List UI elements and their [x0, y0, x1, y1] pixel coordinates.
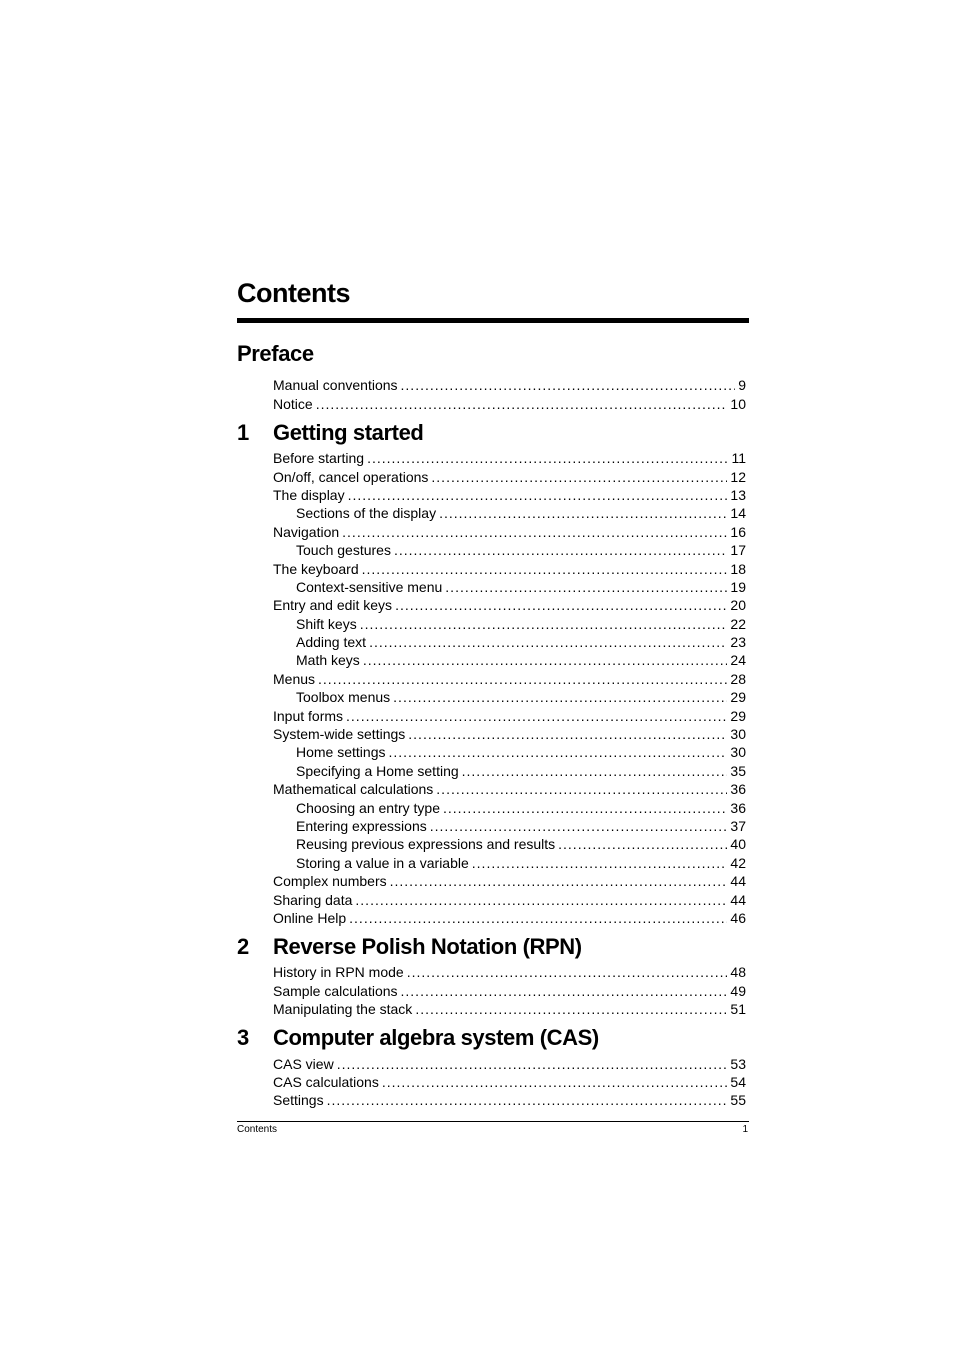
toc-entry-page: 17: [730, 542, 746, 559]
toc-entry-page: 35: [730, 762, 746, 779]
toc-entry-page: 12: [730, 468, 746, 485]
footer-label: Contents: [237, 1124, 278, 1135]
toc-entry-page: 19: [730, 578, 746, 595]
toc-entry-page: 46: [730, 909, 746, 926]
toc-entry[interactable]: [273, 890, 746, 908]
toc-entry-label: Adding text: [296, 634, 367, 651]
dot-leader: [318, 671, 727, 688]
dot-leader: [348, 487, 728, 504]
toc-entry-page: 44: [730, 873, 746, 890]
section-number: 3: [237, 1025, 249, 1051]
toc-entry-label: Toolbox menus: [296, 689, 391, 706]
footer-page-number: 1: [742, 1124, 748, 1135]
toc-entry[interactable]: [273, 853, 746, 871]
toc-entry-label: System-wide settings: [273, 726, 406, 743]
dot-leader: [316, 396, 728, 413]
page-title: Contents: [237, 278, 350, 308]
dot-leader: [430, 818, 728, 835]
toc-entry[interactable]: [273, 981, 746, 999]
section-title: Computer algebra system (CAS): [273, 1025, 599, 1051]
toc-entry-label: Complex numbers: [273, 873, 387, 890]
dot-leader: [362, 561, 728, 578]
toc-entry-label: The display: [273, 486, 345, 503]
toc-entry[interactable]: [273, 596, 746, 614]
toc-entry-page: 49: [730, 982, 746, 999]
toc-entry-page: 24: [730, 652, 746, 669]
toc-entry-page: 29: [730, 707, 746, 724]
dot-leader: [443, 800, 727, 817]
toc-entry-page: 51: [730, 1001, 746, 1018]
section-heading: [237, 931, 749, 963]
toc-entry[interactable]: [273, 761, 746, 779]
section-number: 1: [237, 419, 249, 445]
toc-entry[interactable]: [273, 743, 746, 761]
dot-leader: [431, 469, 727, 486]
dot-leader: [382, 1074, 728, 1091]
title-rule: [237, 318, 749, 323]
dot-leader: [363, 652, 728, 669]
toc-entry-label: Shift keys: [296, 615, 357, 632]
toc-entry-page: 20: [730, 597, 746, 614]
toc-entry-page: 23: [730, 634, 746, 651]
dot-leader: [349, 910, 727, 927]
toc-entry[interactable]: [273, 376, 746, 394]
toc-entry-label: CAS calculations: [273, 1073, 379, 1090]
toc-entry[interactable]: [273, 578, 746, 596]
toc-entry[interactable]: [273, 798, 746, 816]
toc-entry[interactable]: [273, 614, 746, 632]
toc-entry[interactable]: [273, 633, 746, 651]
toc-entry[interactable]: [273, 780, 746, 798]
toc-entry-page: 54: [730, 1073, 746, 1090]
dot-leader: [346, 708, 727, 725]
dot-leader: [327, 1092, 728, 1109]
toc-entry[interactable]: [273, 1073, 746, 1091]
toc-entry-label: Math keys: [296, 652, 360, 669]
dot-leader: [436, 781, 727, 798]
toc-entry[interactable]: [273, 467, 746, 485]
toc-entry[interactable]: [273, 394, 746, 412]
toc-entry-page: 9: [738, 377, 746, 394]
toc-entry-page: 30: [730, 726, 746, 743]
toc-entry-page: 40: [730, 836, 746, 853]
toc-entry-label: Input forms: [273, 707, 344, 724]
dot-leader: [472, 855, 728, 872]
toc-entry-label: Sections of the display: [296, 505, 437, 522]
toc-entry-page: 37: [730, 817, 746, 834]
toc-entry-page: 28: [730, 670, 746, 687]
toc-entry[interactable]: [273, 504, 746, 522]
dot-leader: [390, 873, 728, 890]
toc-entry[interactable]: [273, 1000, 746, 1018]
toc-entry-label: History in RPN mode: [273, 964, 404, 981]
dot-leader: [369, 634, 727, 651]
dot-leader: [558, 836, 727, 853]
toc-entry[interactable]: [273, 835, 746, 853]
section-title: Preface: [237, 341, 314, 366]
toc-entry-page: 29: [730, 689, 746, 706]
toc-entry-label: Online Help: [273, 909, 347, 926]
toc-entry[interactable]: [273, 559, 746, 577]
dot-leader: [393, 689, 727, 706]
dot-leader: [462, 763, 728, 780]
toc-entry-label: Reusing previous expressions and results: [296, 836, 556, 853]
toc-entry-page: 18: [730, 560, 746, 577]
dot-leader: [355, 892, 727, 909]
dot-leader: [408, 726, 727, 743]
toc-entry-page: 11: [731, 450, 746, 467]
dot-leader: [407, 964, 728, 981]
dot-leader: [415, 1001, 727, 1018]
toc-entry-label: Storing a value in a variable: [296, 854, 469, 871]
footer-rule: [237, 1121, 749, 1122]
section-heading: [237, 1022, 749, 1054]
dot-leader: [342, 524, 727, 541]
dot-leader: [394, 542, 727, 559]
section-title: Getting started: [273, 419, 424, 445]
section-entries: [273, 963, 746, 1018]
toc-entry[interactable]: [273, 872, 746, 890]
toc-entry[interactable]: [273, 522, 746, 540]
toc-entry-label: Entry and edit keys: [273, 597, 393, 614]
toc-entry[interactable]: [273, 963, 746, 981]
toc-entry-label: Settings: [273, 1092, 324, 1109]
toc-entry-label: Navigation: [273, 523, 340, 540]
toc-entry-page: 36: [730, 799, 746, 816]
toc-entry-page: 14: [730, 505, 746, 522]
dot-leader: [445, 579, 727, 596]
toc-entry-label: Choosing an entry type: [296, 799, 440, 816]
dot-leader: [395, 597, 727, 614]
toc-entry[interactable]: [273, 817, 746, 835]
toc-entry-page: 44: [730, 891, 746, 908]
toc-entry-label: On/off, cancel operations: [273, 468, 429, 485]
toc-entry[interactable]: [273, 725, 746, 743]
toc-entry-label: Before starting: [273, 450, 365, 467]
toc-entry[interactable]: [273, 651, 746, 669]
toc-entry[interactable]: [273, 669, 746, 687]
toc-entry-page: 36: [730, 781, 746, 798]
section-heading: [237, 417, 749, 449]
toc-entry-page: 16: [730, 523, 746, 540]
toc-entry[interactable]: [273, 1054, 746, 1072]
toc-entry-label: Mathematical calculations: [273, 781, 434, 798]
dot-leader: [360, 616, 728, 633]
toc-entry-label: Notice: [273, 395, 313, 412]
toc-entry-label: CAS view: [273, 1055, 334, 1072]
toc-entry[interactable]: [273, 688, 746, 706]
toc-entry-label: Sample calculations: [273, 982, 398, 999]
toc-entry[interactable]: [273, 449, 746, 467]
toc-entry-page: 30: [730, 744, 746, 761]
toc-entry[interactable]: [273, 909, 746, 927]
toc-entry-label: Entering expressions: [296, 817, 427, 834]
toc-entry[interactable]: [273, 1091, 746, 1109]
dot-leader: [367, 450, 728, 467]
toc-entry-page: 53: [730, 1055, 746, 1072]
toc-entry-label: Context-sensitive menu: [296, 578, 443, 595]
dot-leader: [388, 744, 727, 761]
section-title: Reverse Polish Notation (RPN): [273, 933, 582, 959]
dot-leader: [401, 377, 736, 394]
toc-entry-label: Menus: [273, 670, 316, 687]
toc-entry-label: Sharing data: [273, 891, 353, 908]
section-entries: [273, 1054, 746, 1109]
toc-entry-label: Home settings: [296, 744, 386, 761]
toc-entry-page: 13: [730, 486, 746, 503]
section-number: 2: [237, 933, 249, 959]
toc-sections: [237, 338, 749, 1113]
dot-leader: [337, 1056, 728, 1073]
section-heading: [237, 338, 749, 370]
toc-entry-label: Touch gestures: [296, 542, 391, 559]
toc-entry-page: 10: [730, 395, 746, 412]
section-entries: [273, 376, 746, 413]
toc-entry-label: Manual conventions: [273, 377, 398, 394]
toc-entry-page: 42: [730, 854, 746, 871]
toc-entry-label: Specifying a Home setting: [296, 762, 459, 779]
toc-entry-page: 55: [730, 1092, 746, 1109]
toc-entry-label: Manipulating the stack: [273, 1001, 413, 1018]
section-entries: [273, 449, 746, 927]
dot-leader: [401, 983, 728, 1000]
dot-leader: [439, 505, 727, 522]
toc-entry[interactable]: [273, 706, 746, 724]
toc-entry[interactable]: [273, 486, 746, 504]
toc-entry-page: 22: [730, 615, 746, 632]
toc-entry-page: 48: [730, 964, 746, 981]
toc-entry-label: The keyboard: [273, 560, 359, 577]
toc-entry[interactable]: [273, 541, 746, 559]
